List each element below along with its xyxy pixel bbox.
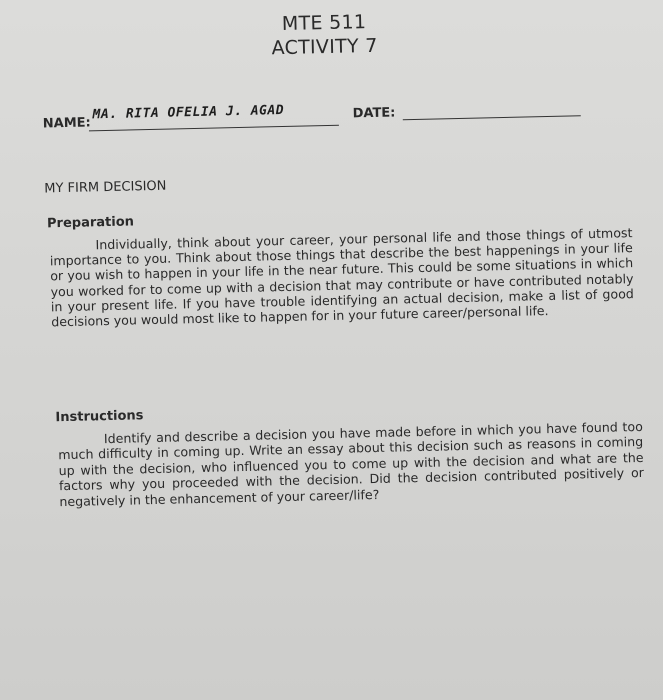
name-underline [89, 125, 339, 132]
preparation-heading: Preparation [46, 214, 135, 232]
date-label: DATE: [352, 105, 396, 122]
name-label: NAME: [42, 115, 91, 132]
section-heading: MY FIRM DECISION [44, 178, 167, 197]
preparation-paragraph: Individually, think about your career, your personal life and those things of utmost importance to you. Think about those things that describe the best happenings in your life or you wish to happen in your life in the near future. This could be some situations in which you worked for to come up with a decision that may contribute or have contributed notably in your present life. If you have trouble identifying an actual decision, make a list of good decisions you would most like to happen for in your future career/personal life. [49, 225, 634, 330]
handwritten-name: MA. RITA OFELIA J. AGAD [92, 102, 285, 123]
course-code: MTE 511 [281, 11, 367, 36]
instructions-heading: Instructions [55, 408, 144, 426]
date-underline [403, 115, 581, 120]
instructions-paragraph: Identify and describe a decision you have made before in which you have found too much difficulty in coming up. Write an essay about this decision such as reasons in coming up with the decision, who influenced you to come up with the decision and what are the factors why you proceeded with the decision. Did the decision contributed positively or negatively in the enhancement of your career/life? [58, 418, 645, 509]
activity-title: ACTIVITY 7 [271, 34, 378, 60]
